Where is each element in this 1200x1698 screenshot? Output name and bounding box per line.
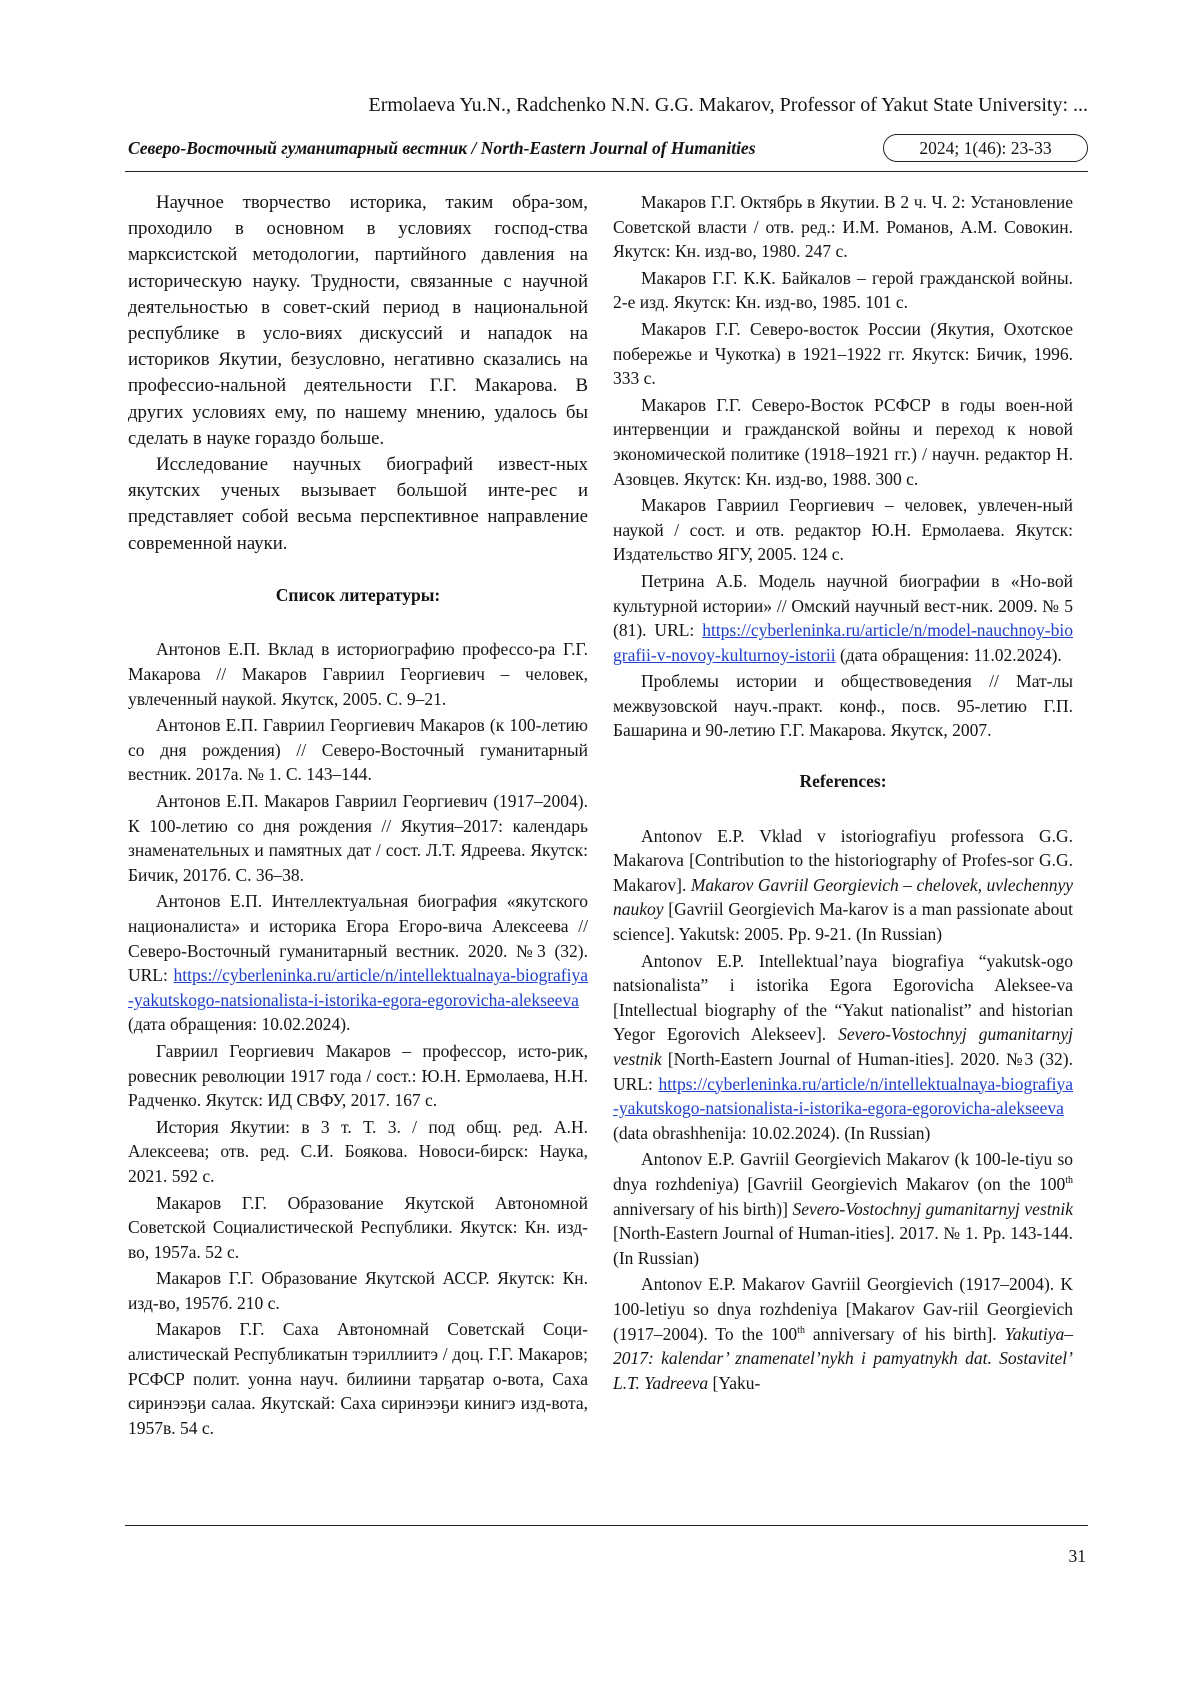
references-heading: References:	[799, 771, 887, 792]
reference-italic: Yakutiya–2017: kalendar’ znamenatel’nykh i pamyatnykh dat. Sostavitel’ L.T. Yadreeva	[613, 1323, 1073, 1393]
reference-text: [Gavriil Georgievich Ma-karov is a man passionate about science]. Yakutsk: 2005. Pp. 9-21. (In Russian)	[613, 899, 1073, 945]
reference-text: Antonov E.P. Gavriil Georgievich Makarov (k 100-le-tiyu so dnya rozhdeniya) [Gavriil Georgievich Makarov (on the 100	[613, 1149, 1073, 1194]
reference-text: Antonov E.P. Intellektual’naya biografiya “yakutsk-ogo natsionalista” i istorika Egora Egorovicha Alekseе-va [Intellectual biography of the “Yakut nationalist” and historian Yegor Egorovich Alekseev].	[613, 950, 1073, 1045]
reference-item: Антонов Е.П. Вклад в историографию профессо-ра Г.Г. Макарова // Макаров Гавриил Георгиевич – человек, увлеченный наукой. Якутск, 2005. С. 9–21.	[128, 639, 588, 709]
reference-item	[613, 1147, 1073, 1270]
reference-item	[613, 1272, 1073, 1395]
reference-item: Макаров Г.Г. Октябрь в Якутии. В 2 ч. Ч. 2: Установление Советской власти / отв. ред.: И.М. Романов, А.М. Совокин. Якутск: Кн. изд-во, 1980. 247 с.	[613, 192, 1073, 262]
superscript: th	[1065, 1175, 1073, 1187]
header-divider	[125, 171, 1088, 172]
running-head: Ermolaeva Yu.N., Radchenko N.N. G.G. Makarov, Professor of Yakut State University: ...	[368, 94, 1088, 116]
reference-link[interactable]: https://cyberleninka.ru/article/n/intellektualnaya-biografiya-yakutskogo-natsionalista-i-istorika-egora-egorovicha-alekseeva	[613, 1073, 1073, 1119]
reference-item	[613, 824, 1073, 947]
reference-text: [North-Eastern Journal of Human-ities]. 2017. № 1. Pp. 143-144. (In Russian)	[613, 1223, 1073, 1268]
body-paragraph: Исследование научных биографий извест-ных якутских ученых вызывает большой инте-рес и представляет собой весьма перспективное направление современной науки.	[128, 454, 588, 554]
reference-access-date: (дата обращения: 10.02.2024).	[128, 1014, 351, 1035]
reference-item	[613, 569, 1073, 667]
reference-text: Антонов Е.П. Интеллектуальная биография «якутского националиста» и историка Егора Егоро-вича Алексеева // Северо-Восточный гуманитарный вестник. 2020. №3 (32). URL:	[128, 891, 588, 986]
issue-badge: 2024; 1(46): 23-33	[883, 134, 1088, 162]
literature-heading: Список литературы:	[275, 584, 441, 605]
reference-text: anniversary of his birth].	[804, 1323, 1005, 1344]
reference-access-date: (дата обращения: 11.02.2024).	[835, 644, 1062, 665]
reference-item	[128, 889, 588, 1037]
reference-item: Макаров Г.Г. Образование Якутской Автономной Советской Социалистической Республики. Якутск: Кн. изд-во, 1957а. 52 с.	[128, 1192, 588, 1262]
reference-italic: Severo-Vostochnyj gumanitarnyj vestnik	[792, 1198, 1074, 1219]
reference-italic: Severo-Vostochnyj gumanitarnyj vestnik	[613, 1024, 1073, 1069]
reference-item: Гавриил Георгиевич Макаров – профессор, исто-рик, ровесник революции 1917 года / сост.: Ю.Н. Ермолаева, Н.Н. Радченко. Якутск: ИД СВФУ, 2017. 167 с.	[128, 1040, 588, 1111]
left-column	[128, 190, 588, 1442]
reference-text: Петрина А.Б. Модель научной биографии в «Но-вой культурной истории» // Омский научный вест-ник. 2009. № 5 (81). URL:	[613, 570, 1073, 641]
reference-link[interactable]: https://cyberleninka.ru/article/n/model-nauchnoy-biografii-v-novoy-kulturnoy-istorii	[613, 620, 1073, 665]
reference-item: Макаров Гавриил Георгиевич – человек, увлечен-ный наукой / сост. и отв. редактор Ю.Н. Ермолаева. Якутск: Издательство ЯГУ, 2005. 124 с.	[613, 495, 1073, 565]
reference-item: Макаров Г.Г. Саха Автономнай Советскай Соци-алистическай Республикатын тэриллиитэ / доц. Г.Г. Макаров; РСФСР полит. уонна науч. билиини тарҕатар о-вота, Саха сиринээҕи салаа. Якутскай: Саха сиринээҕи кинигэ изд-вота, 1957в. 54 с.	[128, 1319, 588, 1438]
reference-item: Макаров Г.Г. Образование Якутской АССР. Якутск: Кн. изд-во, 1957б. 210 с.	[128, 1268, 588, 1313]
reference-item: Проблемы истории и обществоведения // Мат-лы межвузовской науч.-практ. конф., посв. 95-летию Г.П. Башарина и 90-летию Г.Г. Макарова. Якутск, 2007.	[613, 671, 1073, 741]
reference-item	[613, 949, 1073, 1146]
reference-item: История Якутии: в 3 т. Т. 3. / под общ. ред. А.Н. Алексеева; отв. ред. С.И. Боякова. Новоси-бирск: Наука, 2021. 592 с.	[128, 1116, 588, 1186]
journal-title: Северо-Восточный гуманитарный вестник / North-Eastern Journal of Humanities	[128, 138, 756, 158]
journal-header	[125, 134, 1088, 164]
reference-item: Антонов Е.П. Гавриил Георгиевич Макаров (к 100-летию со дня рождения) // Северо-Восточный гуманитарный вестник. 2017а. № 1. С. 143–144.	[128, 715, 588, 785]
footer-divider	[125, 1525, 1088, 1526]
reference-italic: Makarov Gavriil Georgievich – chelovek, uvlechennyy naukoy	[613, 874, 1073, 920]
reference-text: [Yaku-	[708, 1372, 761, 1393]
reference-text: Antonov E.P. Vklad v istoriografiyu professora G.G. Makarova [Contribution to the historiography of Profes-sor G.G. Makarov].	[613, 825, 1073, 895]
right-column	[613, 190, 1073, 1397]
reference-text: Antonov E.P. Makarov Gavriil Georgievich (1917–2004). K 100-letiyu so dnya rozhdeniya [Makarov Gav-riil Georgievich (1917–2004). To the 100	[613, 1274, 1073, 1344]
reference-item: Макаров Г.Г. К.К. Байкалов – герой гражданской войны. 2-е изд. Якутск: Кн. изд-во, 1985. 101 с.	[613, 267, 1073, 313]
superscript: th	[797, 1324, 805, 1336]
reference-text: anniversary of his birth)]	[613, 1198, 793, 1219]
reference-item: Макаров Г.Г. Северо-Восток РСФСР в годы воен-ной интервенции и гражданской войны и переход к новой экономической политике (1918–1921 гг.) / научн. редактор Н. Азовцев. Якутск: Кн. изд-во, 1988. 300 с.	[613, 394, 1073, 489]
body-paragraph: Научное творчество историка, таким обра-зом, проходило в основном в условиях господ-ства марксистской методологии, партийного давления на историческую науку. Трудности, связанные с научной деятельностью в совет-ский период в национальной республике в усло-виях дискуссий и нападок на историков Якутии, безусловно, негативно сказались на профессио-нальной деятельности Г.Г. Макарова. В других условиях ему, по нашему мнению, удалось бы сделать в науке гораздо больше.	[128, 192, 588, 449]
reference-access-date: (data obrashhenija: 10.02.2024). (In Russian)	[613, 1122, 931, 1143]
reference-link[interactable]: https://cyberleninka.ru/article/n/intellektualnaya-biografiya-yakutskogo-natsionalista-i-istorika-egora-egorovicha-alekseeva	[128, 965, 588, 1010]
reference-item: Антонов Е.П. Макаров Гавриил Георгиевич (1917–2004). К 100-летию со дня рождения // Якутия–2017: календарь знаменательных и памятных дат / сост. Л.Т. Ядреева. Якутск: Бичик, 2017б. С. 36–38.	[128, 791, 588, 885]
reference-text: [North-Eastern Journal of Human-ities]. 2020. №3 (32). URL:	[613, 1049, 1073, 1094]
reference-item: Макаров Г.Г. Северо-восток России (Якутия, Охотское побережье и Чукотка) в 1921–1922 гг. Якутск: Бичик, 1996. 333 с.	[613, 318, 1073, 389]
page-number: 31	[1068, 1546, 1086, 1566]
